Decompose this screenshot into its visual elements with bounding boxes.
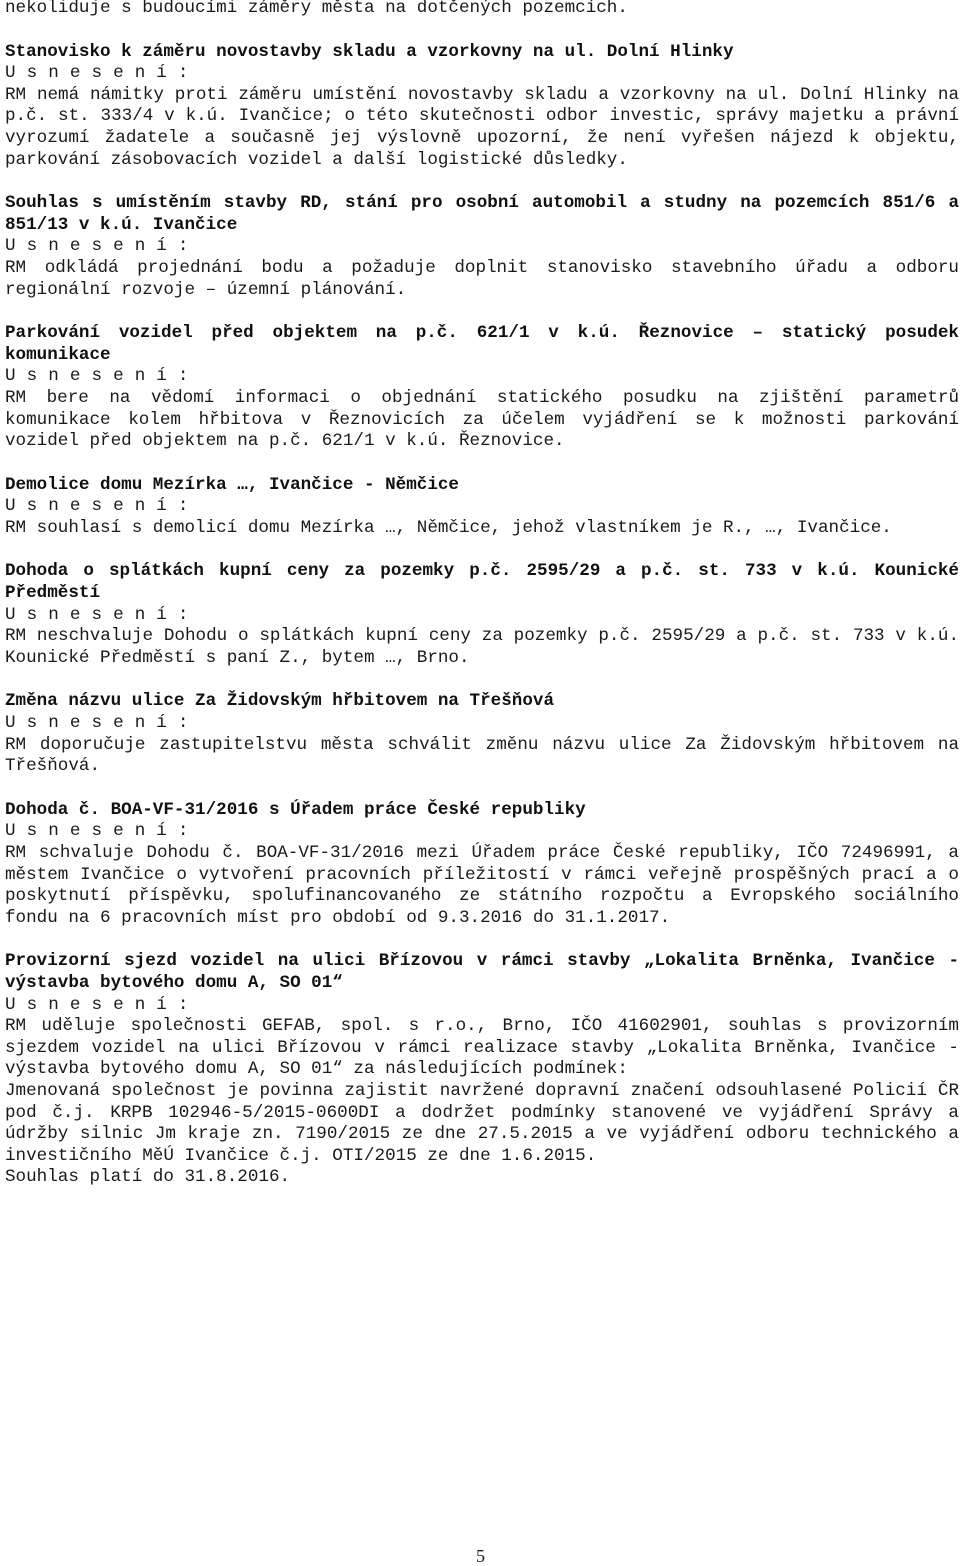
resolution-section <box>5 475 959 540</box>
section-title: Demolice domu Mezírka …, Ivančice - Němčice <box>5 474 459 495</box>
section-title: Provizorní sjezd vozidel na ulici Břízovou v rámci stavby „Lokalita Brněnka, Ivančice - výstavba bytového domu A, SO 01“ <box>5 951 959 993</box>
resolution-text: RM nemá námitky proti záměru umístění novostavby skladu a vzorkovny na ul. Dolní Hlinky na p.č. st. 333/4 v k.ú. Ivančice; o této skutečnosti odbor investic, správy majetku a právní vyrozumí žadatele a současně jej výslovně upozorní, že není vyřešen nájezd k objektu, parkování zásobovacích vozidel a další logistické důsledky. <box>5 84 959 170</box>
resolution-text: RM neschvaluje Dohodu o splátkách kupní ceny za pozemky p.č. 2595/29 a p.č. st. 733 v k.ú. Kounické Předměstí s paní Z., bytem …, Brno. <box>5 626 959 668</box>
resolution-label: U s n e s e n í : <box>5 713 189 734</box>
document-page <box>5 0 959 1211</box>
resolution-section <box>5 691 959 777</box>
resolution-section <box>5 42 959 172</box>
resolution-label: U s n e s e n í : <box>5 63 189 84</box>
resolution-text: RM odkládá projednání bodu a požaduje doplnit stanovisko stavebního úřadu a odboru regionální rozvoje – územní plánování. <box>5 257 959 300</box>
resolution-text: RM bere na vědomí informaci o objednání statického posudku na zjištění parametrů komunikace kolem hřbitova v Řeznovicích za účelem vyjádření se k možnosti parkování vozidel před objektem na p.č. 621/1 v k.ú. Řeznovice. <box>5 387 959 452</box>
resolution-section <box>5 951 959 1189</box>
section-title: Souhlas s umístěním stavby RD, stání pro osobní automobil a studny na pozemcích 851/6 a 851/13 v k.ú. Ivančice <box>5 193 959 235</box>
resolution-text: Souhlas platí do 31.8.2016. <box>5 1167 291 1188</box>
resolution-text: RM souhlasí s demolicí domu Mezírka …, Němčice, jehož vlastníkem je R., …, Ivančice. <box>5 517 892 538</box>
resolution-label: U s n e s e n í : <box>5 821 189 842</box>
resolution-label: U s n e s e n í : <box>5 496 189 517</box>
page-number: 5 <box>476 1546 485 1566</box>
resolution-sections <box>5 42 959 1189</box>
intro-line: nekoliduje s budoucími záměry města na dotčených pozemcích. <box>5 0 628 18</box>
section-title: Parkování vozidel před objektem na p.č. 621/1 v k.ú. Řeznovice – statický posudek komunikace <box>5 323 959 365</box>
resolution-label: U s n e s e n í : <box>5 236 189 257</box>
resolution-label: U s n e s e n í : <box>5 994 189 1015</box>
section-title: Dohoda o splátkách kupní ceny za pozemky p.č. 2595/29 a p.č. st. 733 v k.ú. Kounické Předměstí <box>5 561 959 604</box>
section-title: Změna názvu ulice Za Židovským hřbitovem na Třešňová <box>5 691 555 712</box>
resolution-text: RM doporučuje zastupitelstvu města schválit změnu názvu ulice Za Židovským hřbitovem na Třešňová. <box>5 734 959 777</box>
resolution-text: Jmenovaná společnost je povinna zajistit navržené dopravní značení odsouhlasené Policií ČR pod č.j. KRPB 102946-5/2015-0600DI a dodržet podmínky stanovené ve vyjádření Správy a údržby silnic Jm kraje zn. 7190/2015 ze dne 27.5.2015 a ve vyjádření odboru technického a investičního MěÚ Ivančice č.j. OTI/2015 ze dne 1.6.2015. <box>5 1080 959 1166</box>
section-title: Dohoda č. BOA-VF-31/2016 s Úřadem práce České republiky <box>5 799 586 820</box>
resolution-section <box>5 323 959 453</box>
resolution-text: RM schvaluje Dohodu č. BOA-VF-31/2016 mezi Úřadem práce České republiky, IČO 72496991, a městem Ivančice o vytvoření pracovních příležitostí v rámci veřejně prospěšných prací a o poskytnutí příspěvku, spolufinancovaného ze státního rozpočtu a Evropského sociálního fondu na 6 pracovních míst pro období od 9.3.2016 do 31.1.2017. <box>5 843 959 928</box>
resolution-label: U s n e s e n í : <box>5 366 189 387</box>
resolution-section <box>5 193 959 301</box>
resolution-label: U s n e s e n í : <box>5 604 189 625</box>
resolution-section <box>5 561 959 669</box>
resolution-section <box>5 800 959 930</box>
section-title: Stanovisko k záměru novostavby skladu a vzorkovny na ul. Dolní Hlinky <box>5 41 734 62</box>
resolution-text: RM uděluje společnosti GEFAB, spol. s r.o., Brno, IČO 41602901, souhlas s provizorním sjezdem vozidel na ulici Břízovou v rámci realizace stavby „Lokalita Brněnka, Ivančice - výstavba bytového domu A, SO 01“ za následujících podmínek: <box>5 1016 959 1080</box>
